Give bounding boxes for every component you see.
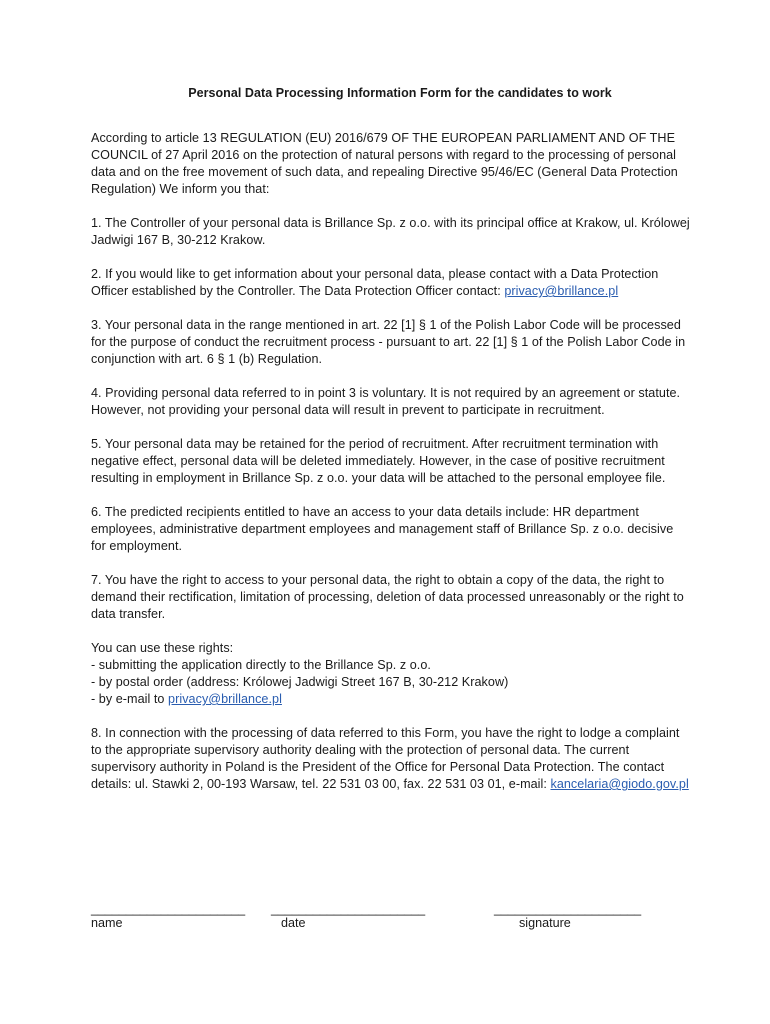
- paragraph-4: 4. Providing personal data referred to in point 3 is voluntary. It is not required by an agreement or statute. However, not providing your personal data will result in prevent to participate in recruitment.: [91, 386, 681, 417]
- giodo-email-link[interactable]: kancelaria@giodo.gov.pl: [550, 777, 689, 791]
- paragraph-1: 1. The Controller of your personal data is Brillance Sp. z o.o. with its principal office at Krakow, ul. Królowej Jadwigi 167 B, 30-212 Krakow.: [91, 216, 690, 247]
- signature-label: signature: [519, 916, 571, 930]
- signature-line: _____________________: [494, 902, 642, 916]
- paragraph-8: [91, 725, 691, 793]
- document-body: [91, 86, 691, 793]
- paragraph-7: 7. You have the right to access to your personal data, the right to obtain a copy of the data, the right to demand their rectification, limitation of processing, deletion of data processed unreasonably or the right to data transfer.: [91, 573, 684, 621]
- dpo-email-link[interactable]: privacy@brillance.pl: [504, 284, 619, 298]
- paragraph-6: 6. The predicted recipients entitled to have an access to your data details include: HR department employees, administrative department employees and management staff of Brillance Sp. z o.o. decisive for employment.: [91, 505, 674, 553]
- paragraph-3: 3. Your personal data in the range mentioned in art. 22 [1] § 1 of the Polish Labor Code will be processed for the purpose of conduct the recruitment process - pursuant to art. 22 [1] § 1 of the Polish Labor Code in conjunction with art. 6 § 1 (b) Regulation.: [91, 318, 686, 366]
- name-label: name: [91, 916, 123, 930]
- rights-email-link[interactable]: privacy@brillance.pl: [168, 692, 282, 706]
- rights-item-postal: - by postal order (address: Królowej Jadwigi Street 167 B, 30-212 Krakow): [91, 675, 509, 689]
- paragraph-8-text: 8. In connection with the processing of data referred to this Form, you have the right to lodge a complaint to the appropriate supervisory authority dealing with the protection of personal data. The current supervisory authority in Poland is the President of the Office for Personal Data Protection. The contact details: ul. Stawki 2, 00-193 Warsaw, tel. 22 531 03 00, fax. 22 531 03 01, e-mail:: [91, 726, 680, 791]
- rights-intro: You can use these rights:: [91, 641, 234, 655]
- rights-item-application: - submitting the application directly to the Brillance Sp. z o.o.: [91, 658, 431, 672]
- document-title: Personal Data Processing Information Form for the candidates to work: [188, 86, 612, 100]
- date-signature-line: ______________________: [271, 902, 426, 916]
- name-signature-line: ______________________: [91, 902, 246, 916]
- paragraph-2-text: 2. If you would like to get information about your personal data, please contact with a Data Protection Officer established by the Controller. The Data Protection Officer contact:: [91, 267, 659, 298]
- intro-paragraph: According to article 13 REGULATION (EU) 2016/679 OF THE EUROPEAN PARLIAMENT AND OF THE COUNCIL of 27 April 2016 on the protection of natural persons with regard to the processing of personal data and on the free movement of such data, and repealing Directive 95/46/EC (General Data Protection Regulation) We inform you that:: [91, 131, 678, 196]
- paragraph-2: [91, 266, 691, 300]
- paragraph-5: 5. Your personal data may be retained for the period of recruitment. After recruitment termination with negative effect, personal data will be deleted immediately. However, in the case of positive recruitment resulting in employment in Brillance Sp. z o.o. your data will be attached to the personal employee file.: [91, 437, 666, 485]
- rights-item-email: [91, 691, 691, 708]
- date-label: date: [281, 916, 306, 930]
- rights-item-email-text: - by e-mail to: [91, 692, 169, 706]
